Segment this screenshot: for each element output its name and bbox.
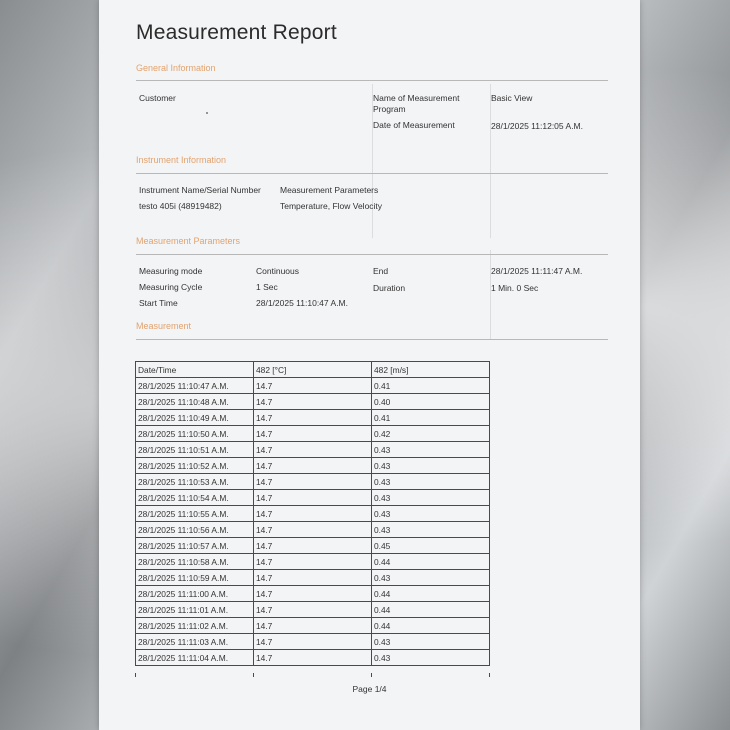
table-row <box>136 474 490 490</box>
cell-datetime: 28/1/2025 11:10:57 A.M. <box>136 538 254 554</box>
instrument-name-label: Instrument Name/Serial Number <box>139 185 261 195</box>
table-header-row <box>136 362 490 378</box>
table-row <box>136 618 490 634</box>
cell-datetime: 28/1/2025 11:10:49 A.M. <box>136 410 254 426</box>
cell-velocity: 0.43 <box>372 474 490 490</box>
cell-temperature: 14.7 <box>254 586 372 602</box>
section-heading-parameters: Measurement Parameters <box>136 236 241 246</box>
cell-velocity: 0.42 <box>372 426 490 442</box>
cell-temperature: 14.7 <box>254 458 372 474</box>
cell-datetime: 28/1/2025 11:11:03 A.M. <box>136 634 254 650</box>
section-heading-measurement: Measurement <box>136 321 192 331</box>
cell-velocity: 0.44 <box>372 554 490 570</box>
cell-temperature: 14.7 <box>254 554 372 570</box>
cell-datetime: 28/1/2025 11:11:00 A.M. <box>136 586 254 602</box>
table-row <box>136 522 490 538</box>
measuring-mode-label: Measuring mode <box>139 266 203 276</box>
customer-value-mark <box>206 112 208 114</box>
cell-datetime: 28/1/2025 11:10:48 A.M. <box>136 394 254 410</box>
cell-datetime: 28/1/2025 11:10:51 A.M. <box>136 442 254 458</box>
measuring-cycle-label: Measuring Cycle <box>139 282 203 292</box>
cell-velocity: 0.43 <box>372 506 490 522</box>
measurement-parameters-label: Measurement Parameters <box>280 185 379 195</box>
section-heading-instrument: Instrument Information <box>136 155 227 165</box>
table-row <box>136 410 490 426</box>
cell-temperature: 14.7 <box>254 506 372 522</box>
date-label: Date of Measurement <box>373 120 455 130</box>
table-row <box>136 426 490 442</box>
cell-datetime: 28/1/2025 11:11:02 A.M. <box>136 618 254 634</box>
cell-datetime: 28/1/2025 11:10:52 A.M. <box>136 458 254 474</box>
cell-velocity: 0.44 <box>372 618 490 634</box>
column-header-temperature: 482 [°C] <box>254 362 372 378</box>
start-time-label: Start Time <box>139 298 178 308</box>
table-row <box>136 378 490 394</box>
table-continuation-line <box>253 673 254 677</box>
section-divider <box>136 80 608 81</box>
cell-temperature: 14.7 <box>254 538 372 554</box>
cell-temperature: 14.7 <box>254 410 372 426</box>
cell-temperature: 14.7 <box>254 602 372 618</box>
table-row <box>136 394 490 410</box>
cell-velocity: 0.43 <box>372 650 490 666</box>
column-header-velocity: 482 [m/s] <box>372 362 490 378</box>
cell-velocity: 0.40 <box>372 394 490 410</box>
section-divider <box>136 339 608 340</box>
measuring-cycle-value: 1 Sec <box>256 282 278 292</box>
table-row <box>136 634 490 650</box>
cell-temperature: 14.7 <box>254 474 372 490</box>
section-divider <box>136 254 608 255</box>
cell-velocity: 0.43 <box>372 442 490 458</box>
end-value: 28/1/2025 11:11:47 A.M. <box>491 266 583 276</box>
start-time-value: 28/1/2025 11:10:47 A.M. <box>256 298 348 308</box>
program-value: Basic View <box>491 93 533 103</box>
table-row <box>136 586 490 602</box>
cell-temperature: 14.7 <box>254 426 372 442</box>
cell-velocity: 0.45 <box>372 538 490 554</box>
page-number: Page 1/4 <box>352 684 387 694</box>
instrument-name-value: testo 405i (48919482) <box>139 201 222 211</box>
cell-temperature: 14.7 <box>254 618 372 634</box>
cell-datetime: 28/1/2025 11:10:56 A.M. <box>136 522 254 538</box>
cell-datetime: 28/1/2025 11:11:01 A.M. <box>136 602 254 618</box>
duration-label: Duration <box>373 283 406 293</box>
table-row <box>136 650 490 666</box>
cell-velocity: 0.43 <box>372 634 490 650</box>
cell-datetime: 28/1/2025 11:11:04 A.M. <box>136 650 254 666</box>
cell-velocity: 0.43 <box>372 570 490 586</box>
measurement-table <box>135 361 490 666</box>
cell-datetime: 28/1/2025 11:10:59 A.M. <box>136 570 254 586</box>
cell-datetime: 28/1/2025 11:10:47 A.M. <box>136 378 254 394</box>
cell-datetime: 28/1/2025 11:10:58 A.M. <box>136 554 254 570</box>
measuring-mode-value: Continuous <box>256 266 300 276</box>
cell-velocity: 0.44 <box>372 602 490 618</box>
cell-temperature: 14.7 <box>254 522 372 538</box>
cell-temperature: 14.7 <box>254 490 372 506</box>
table-row <box>136 602 490 618</box>
cell-velocity: 0.41 <box>372 378 490 394</box>
table-row <box>136 570 490 586</box>
cell-temperature: 14.7 <box>254 378 372 394</box>
cell-velocity: 0.43 <box>372 490 490 506</box>
cell-velocity: 0.44 <box>372 586 490 602</box>
section-divider <box>136 173 608 174</box>
customer-label: Customer <box>139 93 176 103</box>
column-header-datetime: Date/Time <box>136 362 254 378</box>
table-row <box>136 554 490 570</box>
date-value: 28/1/2025 11:12:05 A.M. <box>491 121 583 131</box>
cell-temperature: 14.7 <box>254 650 372 666</box>
section-heading-general: General Information <box>136 63 216 73</box>
duration-value: 1 Min. 0 Sec <box>491 283 539 293</box>
table-continuation-line <box>489 673 490 677</box>
cell-temperature: 14.7 <box>254 570 372 586</box>
table-body <box>136 378 490 666</box>
table-continuation-line <box>135 673 136 677</box>
cell-velocity: 0.41 <box>372 410 490 426</box>
cell-temperature: 14.7 <box>254 394 372 410</box>
cell-datetime: 28/1/2025 11:10:53 A.M. <box>136 474 254 490</box>
cell-datetime: 28/1/2025 11:10:50 A.M. <box>136 426 254 442</box>
cell-temperature: 14.7 <box>254 634 372 650</box>
table-row <box>136 538 490 554</box>
table-continuation-line <box>371 673 372 677</box>
cell-velocity: 0.43 <box>372 458 490 474</box>
cell-datetime: 28/1/2025 11:10:54 A.M. <box>136 490 254 506</box>
table-row <box>136 506 490 522</box>
report-page <box>99 0 640 730</box>
end-label: End <box>373 266 389 276</box>
cell-datetime: 28/1/2025 11:10:55 A.M. <box>136 506 254 522</box>
cell-velocity: 0.43 <box>372 522 490 538</box>
program-label: Name of Measurement Program <box>373 93 460 114</box>
table-row <box>136 458 490 474</box>
page-title: Measurement Report <box>136 21 337 44</box>
cell-temperature: 14.7 <box>254 442 372 458</box>
measurement-parameters-value: Temperature, Flow Velocity <box>280 201 383 211</box>
table-row <box>136 442 490 458</box>
table-row <box>136 490 490 506</box>
